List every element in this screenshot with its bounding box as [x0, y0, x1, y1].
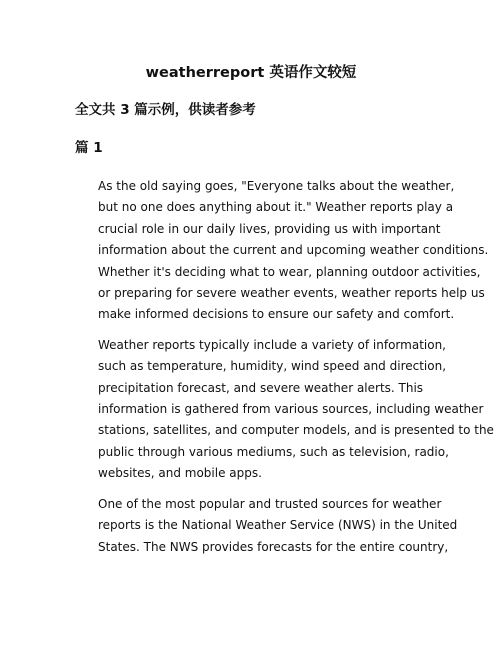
text-line: websites, and mobile apps. — [98, 466, 262, 481]
document-title: weatherreport 英语作文较短 — [145, 65, 357, 81]
section-heading: 篇 1 — [75, 140, 103, 156]
text-line: crucial role in our daily lives, providing us with important — [98, 221, 441, 236]
paragraph-1 — [75, 176, 489, 326]
text-line: precipitation forecast, and severe weather alerts. This — [98, 380, 424, 395]
text-line: information about the current and upcoming weather conditions. — [98, 243, 489, 258]
text-line: As the old saying goes, "Everyone talks about the weather, — [98, 179, 455, 193]
text-line: reports is the National Weather Service (NWS) in the United — [98, 518, 458, 533]
text-line: such as temperature, humidity, wind speed and direction, — [98, 359, 447, 374]
document-body — [75, 176, 494, 567]
document-subtitle: 全文共 3 篇示例，供读者参考 — [75, 102, 256, 118]
text-line: make informed decisions to ensure our safety and comfort. — [98, 307, 455, 322]
text-line: One of the most popular and trusted sources for weather — [98, 496, 442, 511]
paragraph-2 — [75, 335, 494, 485]
text-line: public through various mediums, such as television, radio, — [98, 444, 449, 459]
text-line: stations, satellites, and computer models, and is presented to the — [98, 423, 494, 438]
text-line: Weather reports typically include a variety of information, — [98, 337, 446, 352]
text-line: but no one does anything about it." Weather reports play a — [98, 200, 454, 215]
text-line: Whether it's deciding what to wear, planning outdoor activities, — [98, 264, 481, 279]
text-line: or preparing for severe weather events, weather reports help us — [98, 286, 485, 301]
text-line: States. The NWS provides forecasts for the entire country, — [98, 539, 449, 554]
text-line: information is gathered from various sources, including weather — [98, 402, 484, 417]
paragraph-3 — [75, 494, 458, 558]
